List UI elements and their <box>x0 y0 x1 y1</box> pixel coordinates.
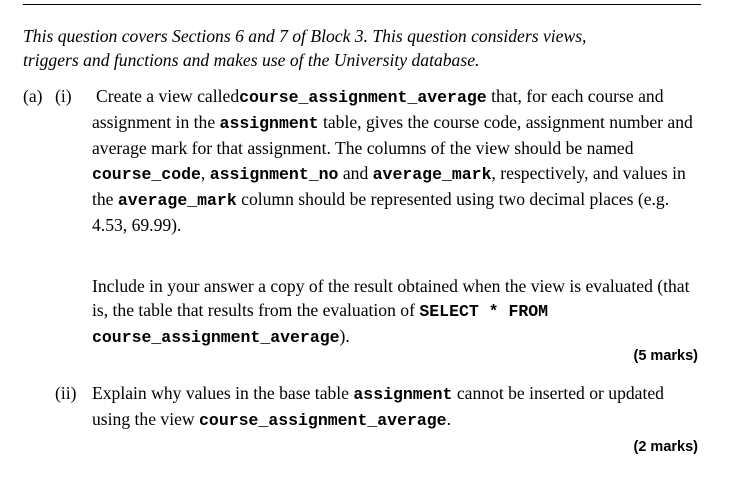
part-a-i-paragraph-1: Create a view calledcourse_assignment_average that, for each course and assignment in the assignment table, gives the course code, assignment number and average mark for that assignment. The columns of the view should be named course_code, assignment_no and average_mark, respectively, and values in the average_mark column should be represented using two decimal places (e.g. 4.53, 69.99). <box>92 86 693 236</box>
part-a-i-marks: (5 marks) <box>633 348 698 364</box>
part-a-ii-label: (ii) <box>55 383 77 403</box>
part-a-i-label: (i) <box>55 86 72 106</box>
part-a-ii-marks: (2 marks) <box>633 439 698 455</box>
intro-line-1: This question covers Sections 6 and 7 of Block 3. This question considers views, <box>23 26 587 46</box>
part-a-label: (a) <box>23 86 43 106</box>
part-a-ii-paragraph: Explain why values in the base table assignment cannot be inserted or updated using the view course_assignment_average. <box>92 383 664 431</box>
top-rule <box>23 4 701 5</box>
part-a-i-paragraph-2: Include in your answer a copy of the result obtained when the view is evaluated (that is, the table that results from the evaluation of SELECT * FROM course_assignment_average). <box>92 276 690 348</box>
intro-line-2: triggers and functions and makes use of the University database. <box>23 50 480 70</box>
question-intro <box>23 24 713 72</box>
